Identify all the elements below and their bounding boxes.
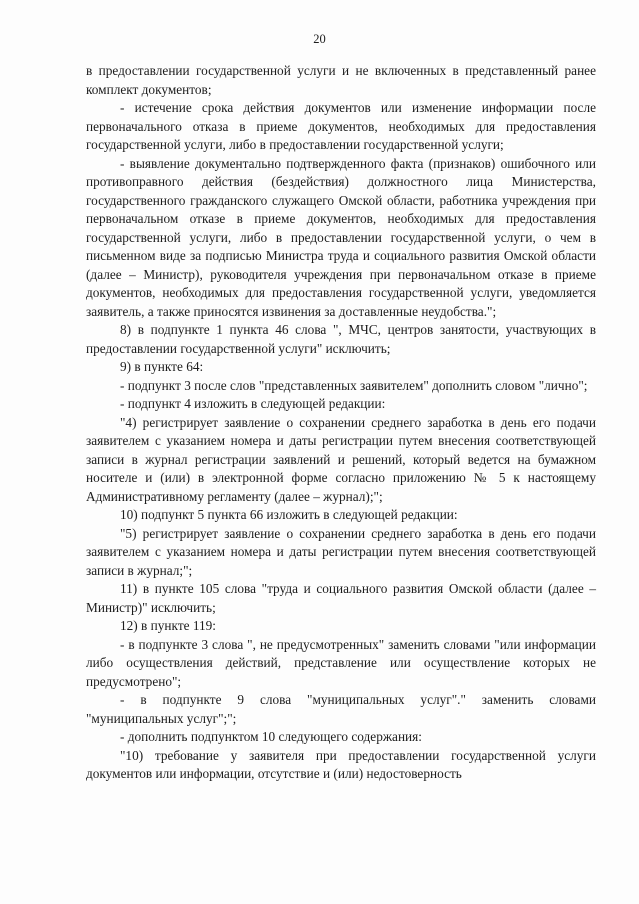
paragraph: - подпункт 4 изложить в следующей редакции: xyxy=(120,396,386,411)
paragraph: - выявление документально подтвержденного факта (признаков) ошибочного или противоправного действия (бездействия) должностного лица Министерства, государственного гражданского служащего Омской области, работника учреждения при первоначальном отказе в приеме документов, необходимых для предоставления государственной услуги, либо в предоставлении государственной услуги, о чем в письменном виде за подписью Министра труда и социального развития Омской области (далее – Министр), руководителя учреждения при первоначальном отказе в приеме документов, необходимых для предоставления государственной услуги, уведомляется заявитель, а также приносятся извинения за доставленные неудобства."; xyxy=(86,155,596,319)
paragraph: - в подпункте 9 слова "муниципальных услуг"." заменить словами "муниципальных услуг";"; xyxy=(86,692,596,726)
paragraph: 11) в пункте 105 слова "труда и социального развития Омской области (далее – Министр)" исключить; xyxy=(86,581,596,615)
paragraph: - истечение срока действия документов или изменение информации после первоначального отказа в приеме документов, необходимых для предоставления государственной услуги, либо в предоставлении государственной услуги; xyxy=(86,100,596,152)
paragraph: 9) в пункте 64: xyxy=(120,359,204,374)
paragraph: "5) регистрирует заявление о сохранении среднего заработка в день его подачи заявителем с указанием номера и даты регистрации путем внесения соответствующей записи в журнал;"; xyxy=(86,525,596,578)
page-number: 20 xyxy=(313,32,326,46)
paragraph: в предоставлении государственной услуги и не включенных в представленный ранее комплект документов; xyxy=(86,63,596,97)
paragraph: 8) в подпункте 1 пункта 46 слова ", МЧС, центров занятости, участвующих в предоставлении государственной услуги" исключить; xyxy=(86,322,596,356)
paragraph: 10) подпункт 5 пункта 66 изложить в следующей редакции: xyxy=(120,507,458,522)
paragraph: "10) требование у заявителя при предоставлении государственной услуги документов или информации, отсутствие и (или) недостоверность xyxy=(86,747,596,781)
paragraph: - в подпункте 3 слова ", не предусмотренных" заменить словами "или информации либо осуществления действий, представление или осуществление которых не предусмотрено"; xyxy=(86,636,596,689)
document-body xyxy=(86,62,596,784)
paragraph: "4) регистрирует заявление о сохранении среднего заработка в день его подачи заявителем с указанием номера и даты регистрации путем внесения соответствующей записи в журнал регистрации заявлений и решений, который ведется на бумажном носителе и (или) в электронной форме согласно приложению № 5 к настоящему Административному регламенту (далее – журнал);"; xyxy=(86,414,596,504)
paragraph: - подпункт 3 после слов "представленных заявителем" дополнить словом "лично"; xyxy=(120,377,588,393)
paragraph: - дополнить подпунктом 10 следующего содержания: xyxy=(120,729,422,744)
paragraph: 12) в пункте 119: xyxy=(120,618,216,633)
